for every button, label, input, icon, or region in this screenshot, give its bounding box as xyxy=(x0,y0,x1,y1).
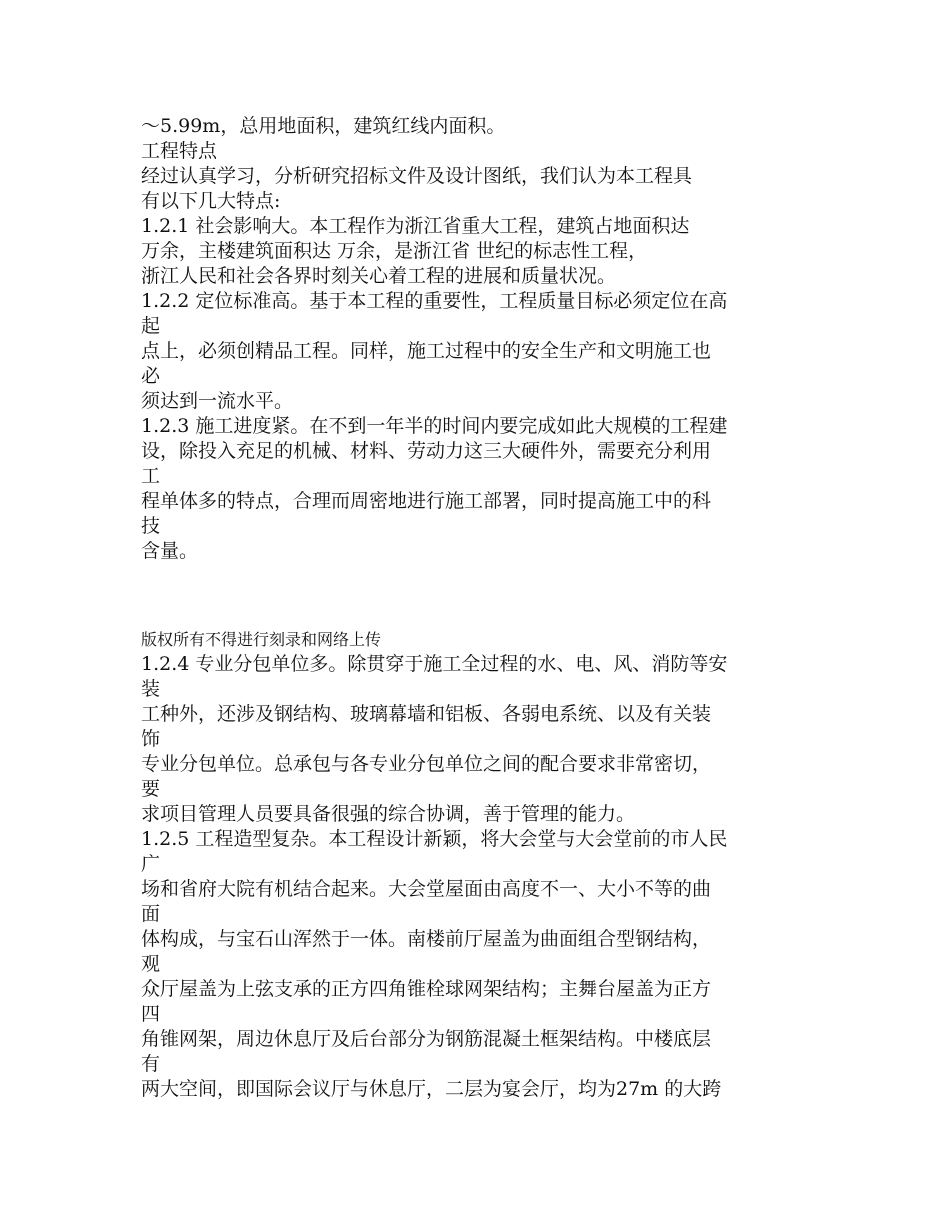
text-line: 求项目管理人员要具备很强的综合协调，善于管理的能力。 xyxy=(141,803,636,825)
text-line: 有以下几大特点: xyxy=(141,190,281,212)
text-line: 角锥网架，周边休息厅及后台部分为钢筋混凝土框架结构。中楼底层 xyxy=(141,1028,712,1050)
text-line: 设，除投入充足的机械、材料、劳动力这三大硬件外，需要充分利用 xyxy=(141,440,712,462)
text-block-bottom xyxy=(141,627,806,1102)
text-line: 广 xyxy=(141,853,161,875)
text-line: 浙江人民和社会各界时刻关心着工程的进展和质量状况。 xyxy=(141,265,617,287)
text-line: 技 xyxy=(141,515,161,537)
text-line: 点上，必须创精品工程。同样，施工过程中的安全生产和文明施工也 xyxy=(141,340,712,362)
text-line: 众厅屋盖为上弦支承的正方四角锥栓球网架结构；主舞台屋盖为正方 xyxy=(141,978,712,1000)
text-line: 装 xyxy=(141,678,161,700)
text-line: 面 xyxy=(141,903,161,925)
text-line: 1.2.4 专业分包单位多。除贯穿于施工全过程的水、电、风、消防等安 xyxy=(141,653,728,675)
text-line: 含量。 xyxy=(141,540,199,562)
text-line: 须达到一流水平。 xyxy=(141,390,294,412)
text-line: 工种外，还涉及钢结构、玻璃幕墙和铝板、各弱电系统、以及有关装 xyxy=(141,703,712,725)
text-line: 程单体多的特点，合理而周密地进行施工部署，同时提高施工中的科 xyxy=(141,490,712,512)
text-line: 专业分包单位。总承包与各专业分包单位之间的配合要求非常密切， xyxy=(141,753,712,775)
copyright-notice: 版权所有不得进行刻录和网络上传 xyxy=(141,630,382,649)
text-line: 必 xyxy=(141,365,161,387)
text-line: 经过认真学习，分析研究招标文件及设计图纸，我们认为本工程具 xyxy=(141,165,693,187)
text-block-top xyxy=(141,114,806,564)
text-line: 场和省府大院有机结合起来。大会堂屋面由高度不一、大小不等的曲 xyxy=(141,878,712,900)
text-line: 有 xyxy=(141,1053,161,1075)
text-line: 1.2.1 社会影响大。本工程作为浙江省重大工程，建筑占地面积达 xyxy=(141,215,690,237)
text-line: 起 xyxy=(141,315,161,337)
text-line: 观 xyxy=(141,953,161,975)
text-line: 工 xyxy=(141,465,161,487)
text-line: 两大空间，即国际会议厅与休息厅，二层为宴会厅，均为27m 的大跨 xyxy=(141,1078,722,1100)
text-line: 体构成，与宝石山浑然于一体。南楼前厅屋盖为曲面组合型钢结构， xyxy=(141,928,712,950)
text-line: 1.2.3 施工进度紧。在不到一年半的时间内要完成如此大规模的工程建 xyxy=(141,415,728,437)
text-line: ～5.99m，总用地面积，建筑红线内面积。 xyxy=(141,115,506,137)
text-line: 要 xyxy=(141,778,161,800)
text-line: 1.2.5 工程造型复杂。本工程设计新颖，将大会堂与大会堂前的市人民 xyxy=(141,828,728,850)
section-heading: 工程特点 xyxy=(141,140,218,162)
text-line: 万余，主楼建筑面积达 万余，是浙江省 世纪的标志性工程， xyxy=(141,240,648,262)
text-line: 四 xyxy=(141,1003,161,1025)
text-line: 1.2.2 定位标准高。基于本工程的重要性，工程质量目标必须定位在高 xyxy=(141,290,728,312)
text-line: 饰 xyxy=(141,728,161,750)
